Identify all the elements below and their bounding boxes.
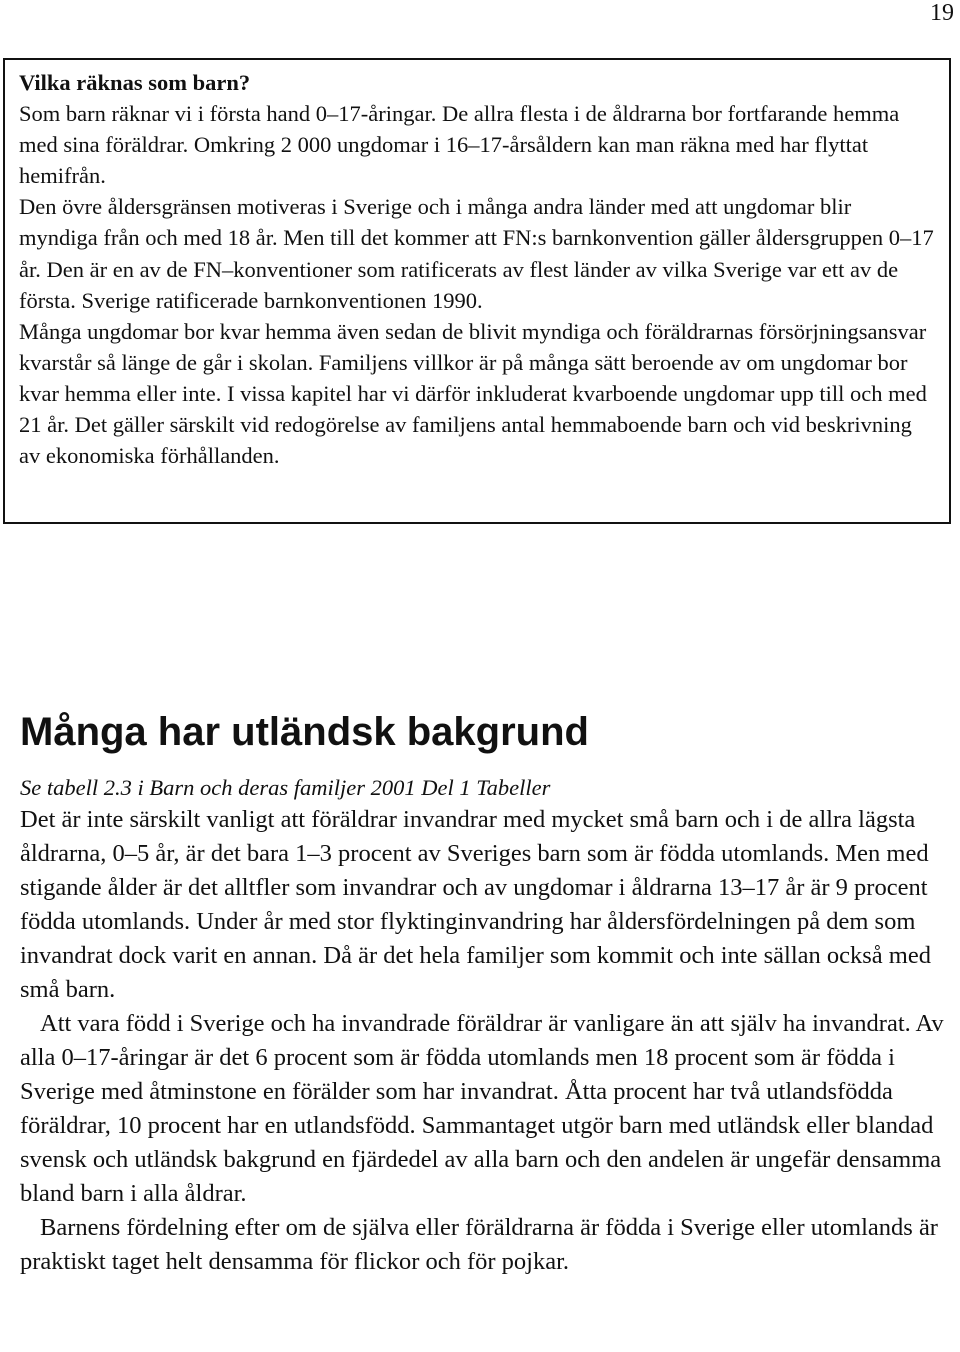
fact-box-title: Vilka räknas som barn? [19,70,251,95]
body-paragraph: Det är inte särskilt vanligt att föräldrar invandrar med mycket små barn och i de allra lägsta åldrarna, 0–5 år, är det bara 1–3 procent av Sveriges barn som är födda utomlands. Men med stigande ålder är det alltfler som invandrar och av ungdomar i åldrarna 13–17 år är 9 procent födda utomlands. Under år med stor flyktinginvandring har åldersfördelningen på dem som invandrat dock varit en annan. Då är det hela familjer som kommit och inte sällan också med små barn. [20,806,931,1003]
fact-box-paragraph: Många ungdomar bor kvar hemma även sedan de blivit myndiga och föräldrarnas försörjningsansvar kvarstår så länge de går i skolan. Familjens villkor är på många sätt beroende av om ungdomar bor kvar hemma eller inte. I vissa kapitel har vi därför inkluderat kvarboende ungdomar upp till och med 21 år. Det gäller särskilt vid redogörelse av familjens antal hemmaboende barn och vid beskrivning av ekonomiska förhållanden. [19,318,927,469]
fact-box-paragraph: Som barn räknar vi i första hand 0–17-åringar. De allra flesta i de åldrarna bor fortfarande hemma med sina föräldrar. Omkring 2 000 ungdomar i 16–17-årsåldern kan man räkna med har flyttat hemifrån. [19,101,900,189]
section-heading: Många har utländsk bakgrund [20,710,589,754]
fact-box-paragraph: Den övre åldersgränsen motiveras i Sverige och i många andra länder med att ungdomar blir myndiga från och med 18 år. Men till det kommer att FN:s barnkonvention gäller åldersgruppen 0–17 år. Den är en av de FN–konventioner som ratificerats av flest länder av vilka Sverige var ett av de första. Sverige ratificerade barnkonventionen 1990. [19,194,934,313]
table-reference: Se tabell 2.3 i Barn och deras familjer 2001 Del 1 Tabeller [20,775,551,800]
body-paragraph: Barnens fördelning efter om de själva eller föräldrarna är födda i Sverige eller utomlands är praktiskt taget helt densamma för flickor och för pojkar. [20,1214,938,1275]
section-body [20,772,950,1279]
page-number: 19 [930,0,954,26]
body-paragraph: Att vara född i Sverige och ha invandrade föräldrar är vanligare än att själv ha invandrat. Av alla 0–17-åringar är det 6 procent som är födda utomlands men 18 procent som är födda i Sverige med åtminstone en förälder som har invandrat. Åtta procent har två utlandsfödda föräldrar, 10 procent har en utlandsfödd. Sammantaget utgör barn med utländsk eller blandad svensk och utländsk bakgrund en fjärdedel av alla barn och den andelen är ungefär densamma bland barn i alla åldrar. [20,1010,944,1207]
fact-box [3,58,951,524]
